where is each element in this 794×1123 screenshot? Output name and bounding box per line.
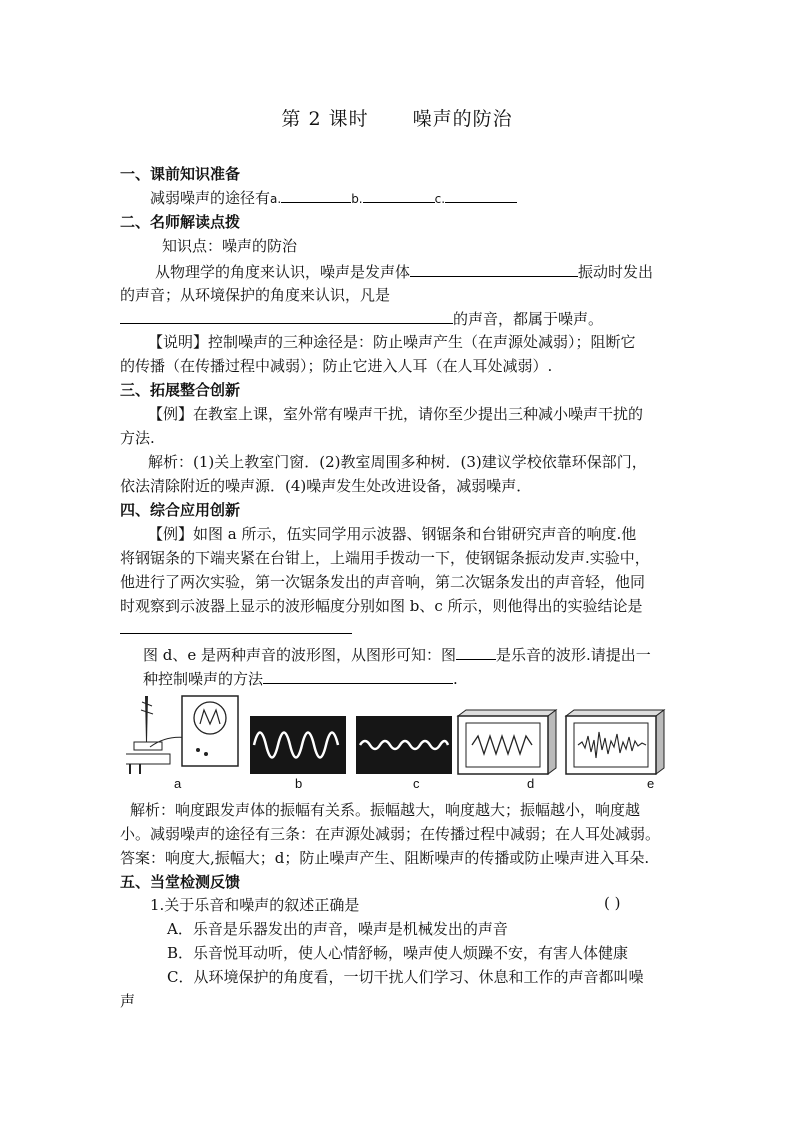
s1-line: 减弱噪声的途径有a. b. c.: [150, 186, 710, 210]
figure-c-wave: [356, 716, 452, 774]
s4-answer-line: 答案：响度大,振幅大；d；防止噪声产生、阻断噪声的传播或防止噪声进入耳朵.: [120, 849, 650, 867]
section-4-heading: 四、综合应用创新: [120, 501, 241, 519]
option-c-line1: C．从环境保护的角度看，一切干扰人们学习、休息和工作的声音都叫噪: [167, 968, 644, 986]
blank-b[interactable]: [363, 186, 435, 203]
blank-source[interactable]: [410, 260, 578, 277]
answer-parentheses[interactable]: ( ): [604, 894, 621, 912]
s4-question-line2: 种控制噪声的方法 .: [143, 667, 703, 690]
lesson-topic: 噪声的防治: [412, 108, 513, 130]
option-c-line2: 声: [120, 992, 136, 1010]
s2-para3: 的声音，都属于噪声。: [120, 307, 680, 330]
figure-d-wave: [458, 710, 556, 774]
caption-d: d: [527, 776, 535, 791]
s4-example-line2: 将钢锯条的下端夹紧在台钳上，上端用手拨动一下，使钢锯条振动发声.实验中，: [120, 549, 650, 567]
s3-analysis-line1: 解析：(1)关上教室门窗．(2)教室周围多种树．(3)建议学校依靠环保部门，: [148, 453, 647, 471]
s3-analysis-line2: 依法清除附近的噪声源．(4)噪声发生处改进设备，减弱噪声．: [120, 477, 532, 495]
s4-question-line1: 图 d、e 是两种声音的波形图，从图形可知：图 是乐音的波形.请提出一: [143, 643, 703, 666]
blank-a[interactable]: [281, 186, 351, 203]
s4-example-line3: 他进行了两次实验，第一次锯条发出的声音响，第二次锯条发出的声音轻，他同: [120, 573, 646, 591]
s3-example-line2: 方法.: [120, 429, 155, 447]
blank-figure[interactable]: [456, 643, 496, 660]
oscilloscope-figures: [120, 692, 680, 792]
caption-c: c: [413, 776, 420, 791]
lesson-number: 第 2 课时: [281, 108, 369, 130]
figure-a-apparatus: [126, 696, 238, 774]
blank-environment[interactable]: [120, 307, 453, 324]
figure-b-wave: [250, 716, 346, 774]
s4-analysis-line1: 解析：响度跟发声体的振幅有关系。振幅越大，响度越大；振幅越小，响度越: [130, 801, 641, 819]
section-2-heading: 二、名师解读点拨: [120, 213, 241, 231]
figure-e-wave: [566, 710, 664, 774]
section-1-heading: 一、课前知识准备: [120, 165, 241, 183]
s5-question-1: 1.关于乐音和噪声的叙述正确是: [150, 896, 360, 914]
page-title: [0, 104, 794, 131]
blank-c[interactable]: [445, 186, 517, 203]
caption-b: b: [295, 776, 303, 791]
option-a: A．乐音是乐器发出的声音，噪声是机械发出的声音: [167, 920, 508, 938]
knowledge-point: 知识点：噪声的防治: [162, 237, 298, 255]
blank-method[interactable]: [263, 667, 453, 684]
s2-para2: 的声音；从环境保护的角度来认识，凡是: [120, 286, 391, 304]
s4-example-line4: 时观察到示波器上显示的波形幅度分别如图 b、c 所示，则他得出的实验结论是: [120, 597, 643, 615]
s4-analysis-line2: 小。减弱噪声的途径有三条：在声源处减弱；在传播过程中减弱；在人耳处减弱。: [120, 825, 661, 843]
s4-answer-blank-line: [120, 617, 680, 640]
s2-note-line2: 的传播（在传播过程中减弱）；防止它进入人耳（在人耳处减弱）.: [120, 357, 553, 375]
section-5-heading: 五、当堂检测反馈: [120, 873, 241, 891]
caption-a: a: [174, 776, 182, 791]
s2-note-line1: 【说明】控制噪声的三种途径是：防止噪声产生（在声源处减弱）；阻断它: [148, 333, 636, 351]
s2-para1: 从物理学的角度来认识，噪声是发声体 振动时发出: [155, 260, 715, 283]
caption-e: e: [647, 776, 655, 791]
blank-conclusion[interactable]: [120, 617, 352, 634]
s3-example-line1: 【例】在教室上课，室外常有噪声干扰，请你至少提出三种减小噪声干扰的: [148, 405, 644, 423]
section-3-heading: 三、拓展整合创新: [120, 381, 241, 399]
s4-example-line1: 【例】如图 a 所示，伍实同学用示波器、钢锯条和台钳研究声音的响度.他: [148, 525, 637, 543]
option-b: B．乐音悦耳动听，使人心情舒畅，噪声使人烦躁不安，有害人体健康: [167, 944, 629, 962]
